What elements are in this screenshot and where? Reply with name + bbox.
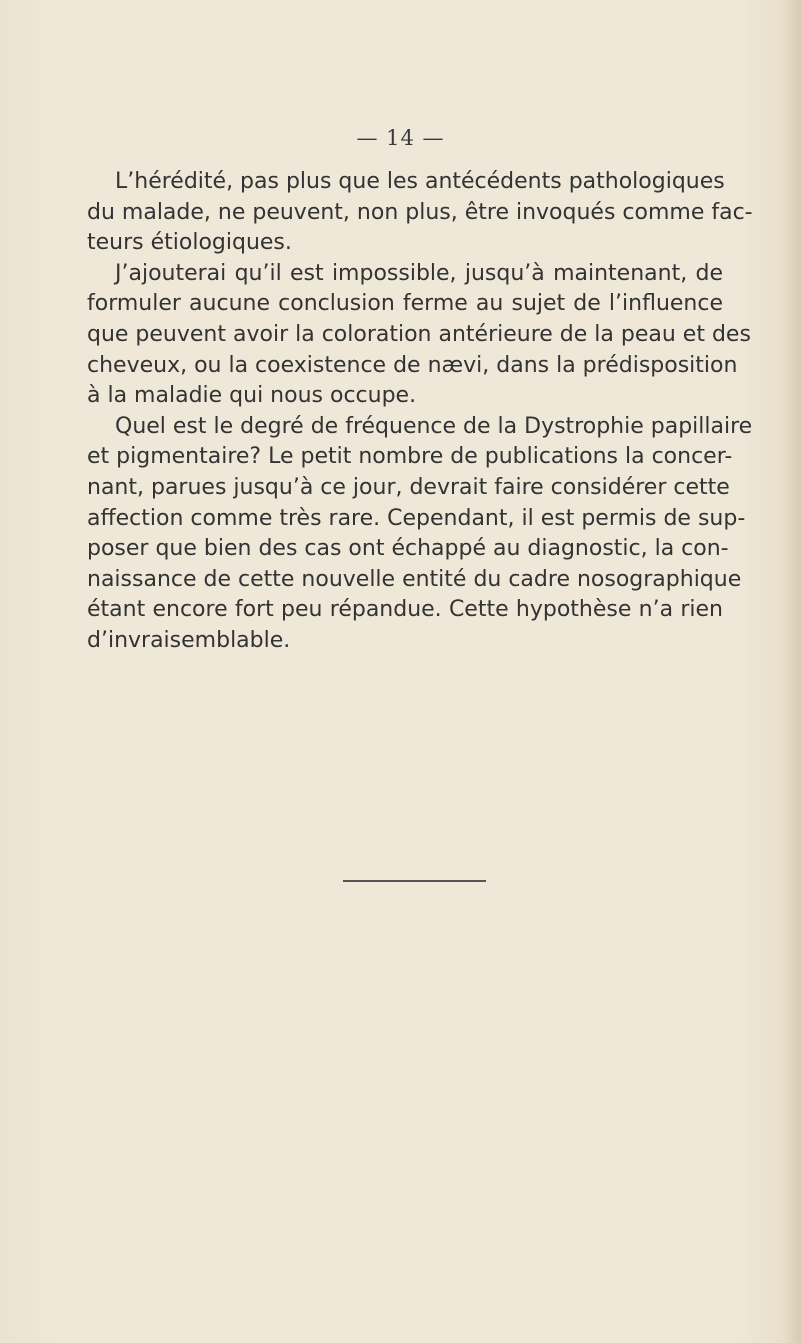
paragraph-3-line-6: naissance de cette nouvelle entité du cadre nosographique: [87, 566, 742, 592]
paragraph-1-line-2: du malade, ne peuvent, non plus, être invoqués comme fac-: [87, 199, 753, 225]
paragraph-3-line-3: nant, parues jusqu’à ce jour, devrait faire considérer cette: [87, 474, 730, 500]
body-text: [87, 167, 753, 657]
paragraph-1-line-3: teurs étiologiques.: [87, 230, 292, 256]
paragraph-3-line-1: Quel est le degré de fréquence de la Dystrophie papillaire: [115, 413, 753, 439]
paragraph-3-line-5: poser que bien des cas ont échappé au diagnostic, la con-: [87, 536, 729, 562]
paragraph-2-line-3: que peuvent avoir la coloration antérieure de la peau et des: [87, 321, 751, 347]
page-edge-shadow: [783, 0, 801, 1343]
page-number: — 14 —: [356, 126, 445, 150]
paragraph-2-line-5: à la maladie qui nous occupe.: [87, 383, 417, 409]
paragraph-2-line-1: J’ajouterai qu’il est impossible, jusqu’à maintenant, de: [115, 260, 723, 286]
paragraph-3-line-4: affection comme très rare. Cependant, il est permis de sup-: [87, 505, 746, 531]
paragraph-1-line-1: L’hérédité, pas plus que les antécédents pathologiques: [115, 169, 725, 194]
paragraph-3-line-7: étant encore fort peu répandue. Cette hypothèse n’a rien: [87, 597, 723, 623]
paragraph-2-line-2: formuler aucune conclusion ferme au sujet de l’influence: [87, 291, 723, 317]
paragraph-3-line-8: d’invraisemblable.: [87, 627, 291, 653]
paragraph-3-line-2: et pigmentaire? Le petit nombre de publications la concer-: [87, 444, 733, 470]
paragraph-2-line-4: cheveux, ou la coexistence de nævi, dans la prédisposition: [87, 352, 738, 378]
section-rule: [343, 880, 486, 882]
